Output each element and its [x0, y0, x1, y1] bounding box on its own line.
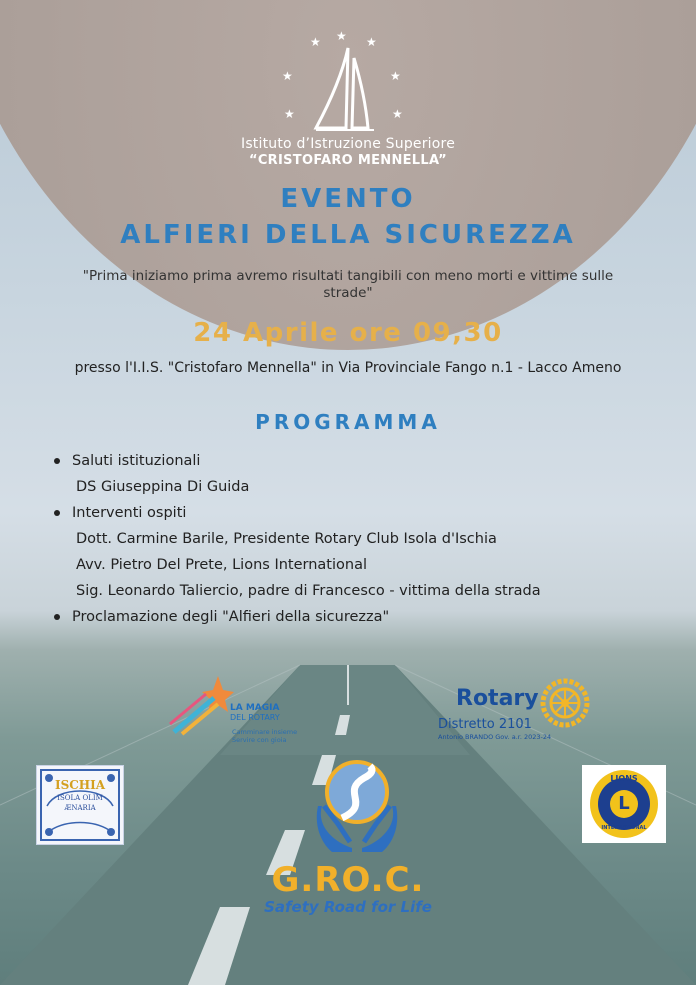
list-subitem: DS Giuseppina Di Guida — [76, 479, 250, 495]
list-item: Proclamazione degli "Alfieri della sicurezza" — [52, 604, 652, 630]
svg-text:★: ★ — [282, 69, 293, 83]
svg-text:★: ★ — [336, 30, 347, 43]
sail-logo-icon — [270, 30, 426, 134]
event-title-line2: ALFIERI DELLA SICUREZZA — [120, 220, 576, 250]
bullet-icon — [54, 614, 60, 620]
groc-hands-icon — [312, 752, 402, 856]
event-date: 24 Aprile ore 09,30 — [193, 318, 503, 348]
rotary-district: Distretto 2101 — [438, 717, 532, 732]
bullet-icon — [54, 510, 60, 516]
rotary-wheel-icon — [540, 678, 590, 728]
svg-text:★: ★ — [366, 35, 377, 49]
groc-subtitle: Safety Road for Life — [264, 898, 432, 916]
institute-name: Istituto d’Istruzione Superiore — [240, 136, 456, 152]
ischia-logo: ISCHIA ISOLA OLIM ÆNARIA — [36, 765, 124, 845]
svg-text:★: ★ — [390, 69, 401, 83]
list-item: Saluti istituzionali — [52, 448, 652, 474]
programma-heading: PROGRAMMA — [255, 410, 441, 434]
magia-motto: Camminare insieme Servire con gioia — [232, 728, 298, 744]
list-item: Interventi ospiti — [52, 500, 652, 526]
list-subitem: Sig. Leonardo Taliercio, padre di Francesco - vittima della strada — [76, 583, 541, 599]
event-venue: presso l'I.I.S. "Cristofaro Mennella" in Via Provinciale Fango n.1 - Lacco Ameno — [74, 360, 622, 376]
rotary-wordmark: Rotary — [456, 686, 539, 711]
svg-text:★: ★ — [310, 35, 321, 49]
groc-title: G.RO.C. — [271, 860, 425, 900]
svg-text:★: ★ — [284, 107, 295, 121]
lions-logo: LIONS L INTERNATIONAL — [582, 765, 666, 843]
event-quote: "Prima iniziamo prima avremo risultati tangibili con meno morti e vittime sulle strade" — [82, 268, 614, 301]
rotary-governor: Antonio BRANDO Gov. a.r. 2023-24 — [438, 733, 552, 741]
bullet-icon — [54, 458, 60, 464]
programma-list — [52, 448, 652, 630]
svg-text:★: ★ — [392, 107, 403, 121]
list-subitem: Dott. Carmine Barile, Presidente Rotary Club Isola d'Ischia — [76, 531, 497, 547]
magia-title: LA MAGIA DEL ROTARY — [230, 703, 280, 722]
institute-subtitle: “CRISTOFARO MENNELLA” — [249, 153, 447, 168]
magia-star-icon — [168, 672, 234, 738]
event-title-line1: EVENTO — [280, 184, 416, 214]
list-subitem: Avv. Pietro Del Prete, Lions International — [76, 557, 367, 573]
